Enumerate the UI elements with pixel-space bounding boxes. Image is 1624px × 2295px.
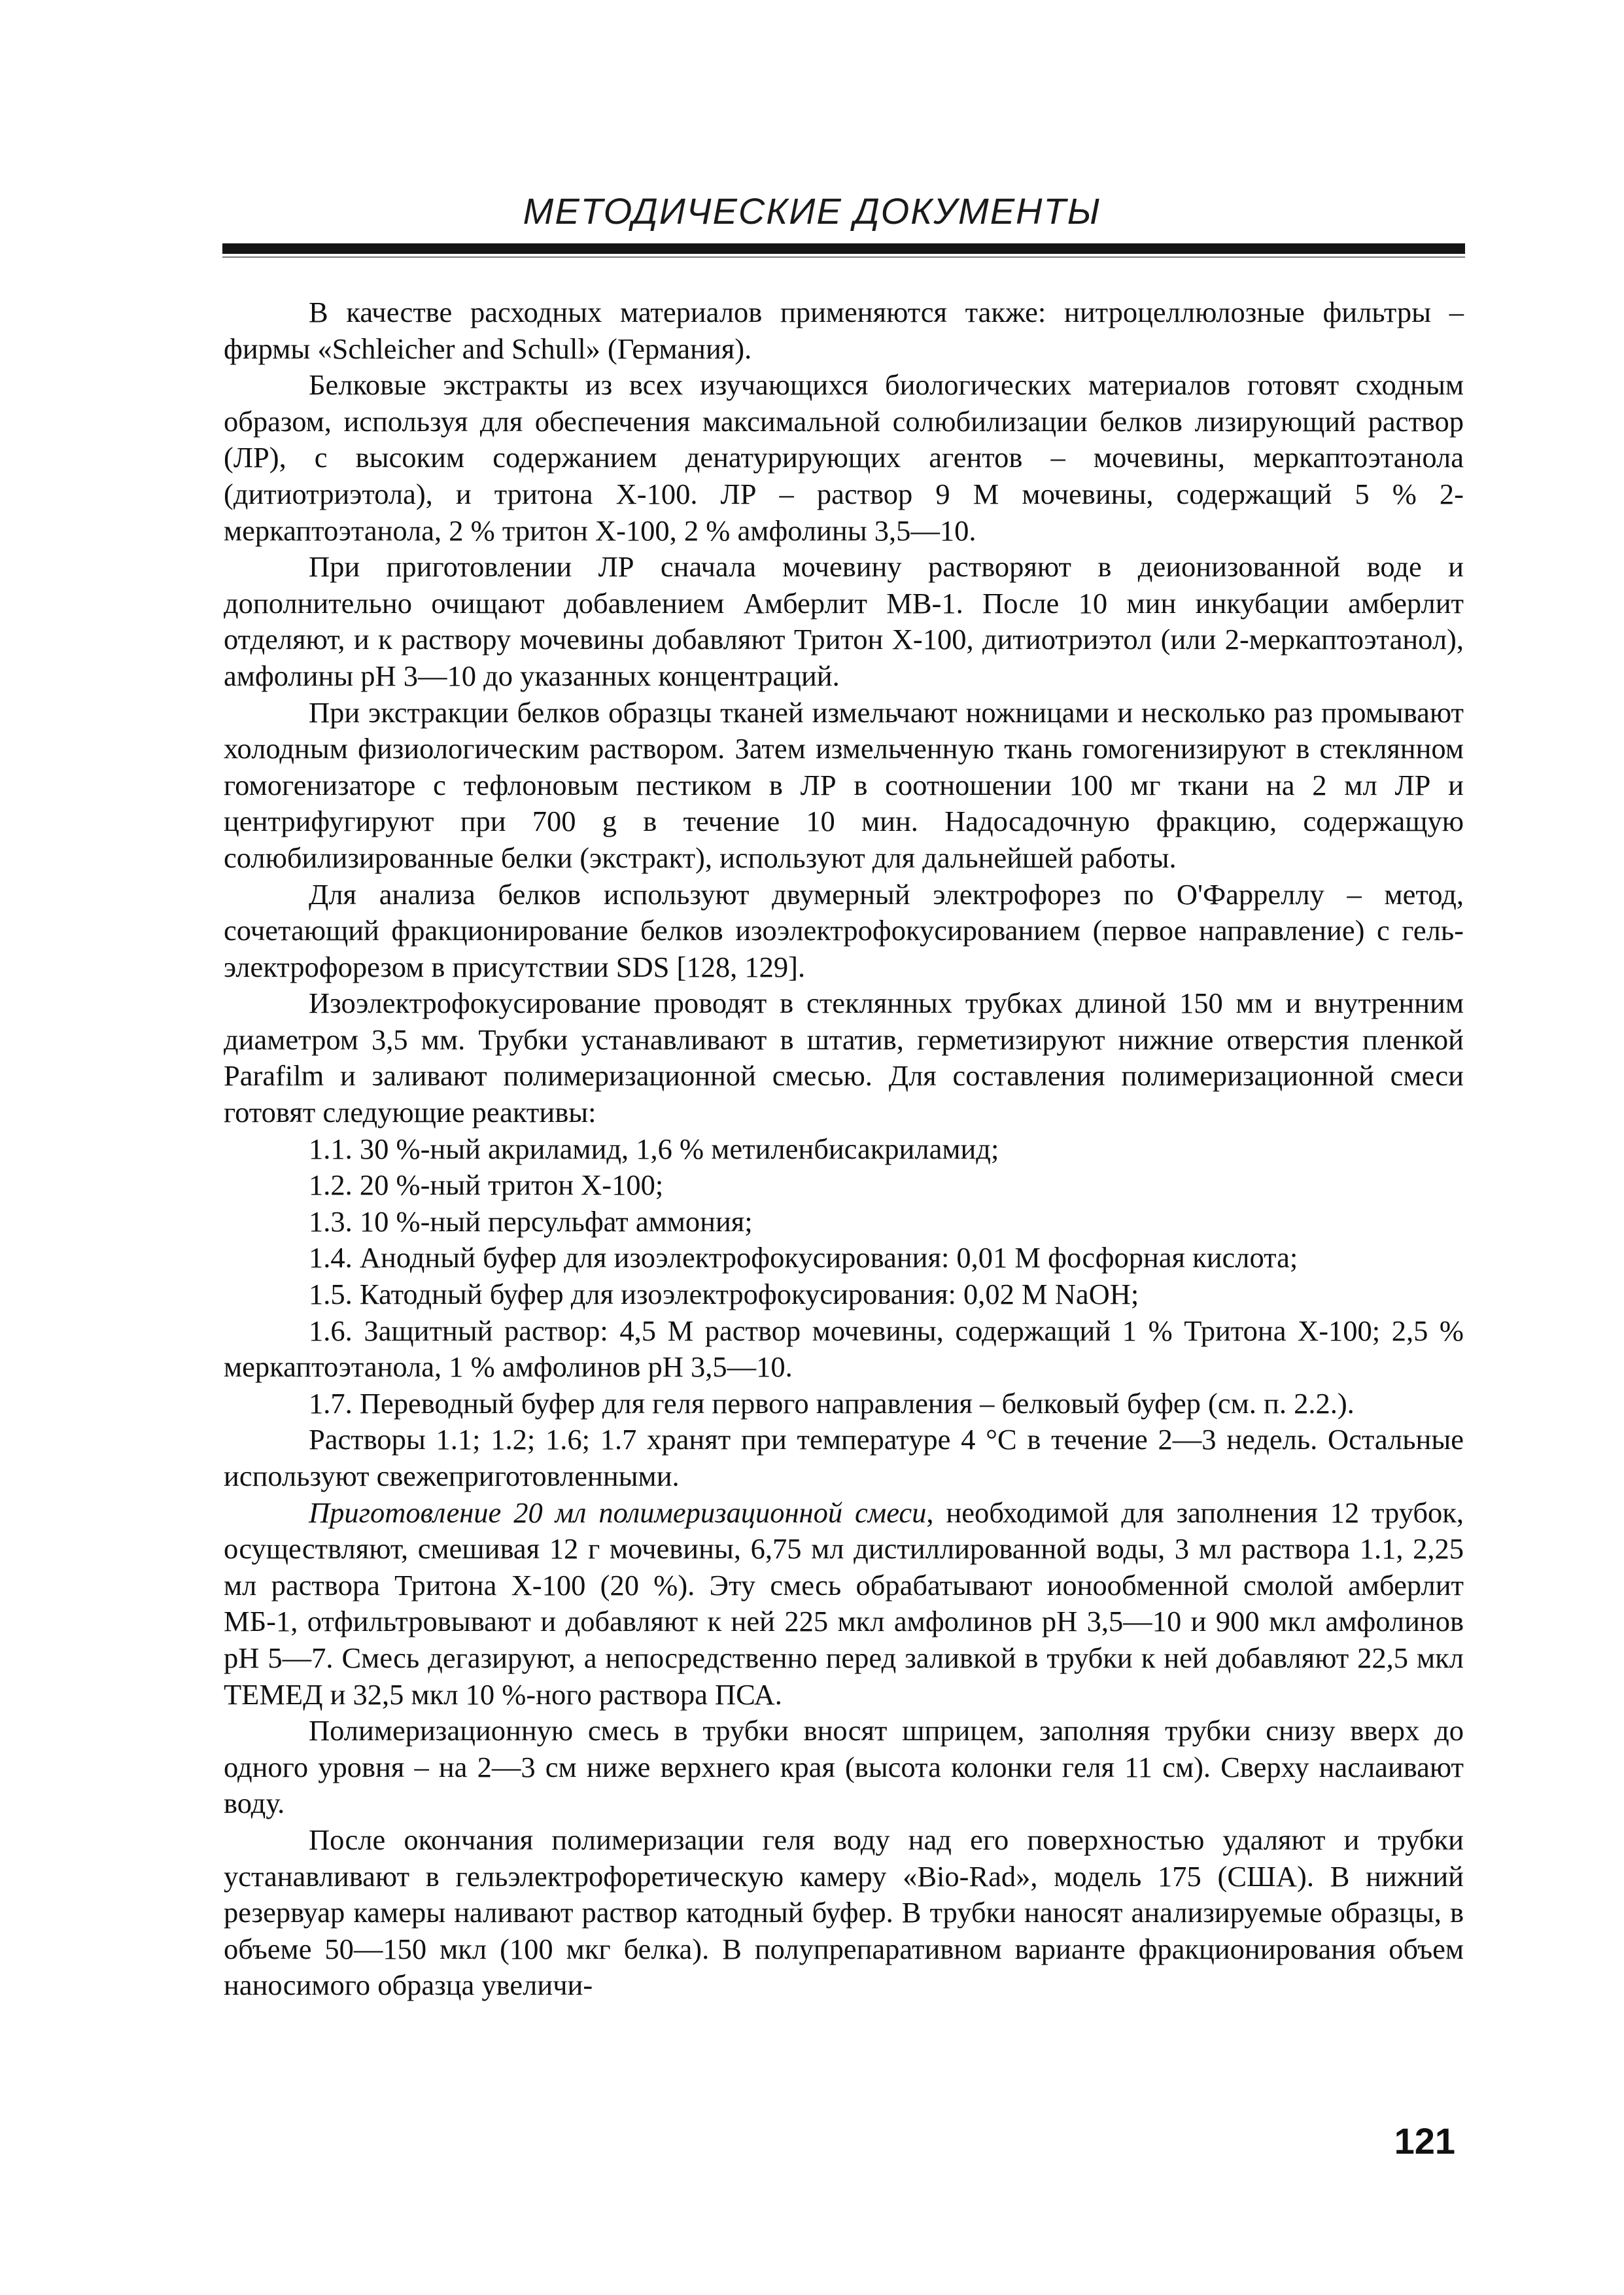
header-rule-thin — [222, 256, 1465, 258]
header-rule — [222, 243, 1465, 254]
paragraph-isoelectrofocusing: Изоэлектрофокусирование проводят в стеклянных трубках длиной 150 мм и внутренним диаметром 3,5 мм. Трубки устанавливают в штатив, герметизируют нижние отверстия пленкой Parafilm и заливают полимеризационной смесью. Для составления полимеризационной смеси готовят следующие реактивы: — [224, 987, 1464, 1129]
paragraph-protein-extracts: Белковые экстракты из всех изучающихся биологических материалов готовят сходным образом, используя для обеспечения максимальной солюбилизации белков лизирующий раствор (ЛР), с высоким содержанием денатурирующих агентов – мочевины, меркаптоэтанола (дитиотриэтола), и тритона Х-100. ЛР – раствор 9 М мочевины, содержащий 5 % 2-меркаптоэтанола, 2 % тритон Х-100, 2 % амфолины 3,5—10. — [224, 368, 1464, 547]
paragraph-materials: В качестве расходных материалов применяются также: нитроцеллюлозные фильтры – фирмы «Schleicher and Schull» (Германия). — [224, 296, 1464, 365]
list-item: 1.4. Анодный буфер для изоэлектрофокусирования: 0,01 М фосфорная кислота; — [309, 1241, 1298, 1274]
paragraph-mixture-preparation — [224, 1495, 1464, 1713]
paragraph-tube-filling: Полимеризационную смесь в трубки вносят шприцем, заполняя трубки снизу вверх до одного уровня – на 2—3 см ниже верхнего края (высота колонки геля 11 см). Сверху наслаивают воду. — [224, 1714, 1464, 1820]
list-item: 1.1. 30 %-ный акриламид, 1,6 % метиленбисакриламид; — [309, 1132, 999, 1165]
list-item: 1.5. Катодный буфер для изоэлектрофокусирования: 0,02 М NaOH; — [309, 1278, 1139, 1311]
list-item: 1.2. 20 %-ный тритон Х-100; — [309, 1168, 664, 1202]
paragraph-after-polymerization: После окончания полимеризации геля воду над его поверхностью удаляют и трубки устанавливают в гельэлектрофоретическую камеру «Bio-Rad», модель 175 (США). В нижний резервуар камеры наливают раствор катодный буфер. В трубки наносят анализируемые образцы, в объеме 50—150 мкл (100 мкг белка). В полупрепаративном варианте фракционирования объем наносимого образца увеличи- — [224, 1823, 1464, 2002]
paragraph-mixture-text: , необходимой для заполнения 12 трубок, осуществляют, смешивая 12 г мочевины, 6,75 мл дистиллированной воды, 3 мл раствора 1.1, 2,25 мл раствора Тритона Х-100 (20 %). Эту смесь обрабатывают ионообменной смолой амберлит МБ-1, отфильтровывают и добавляют к ней 225 мкл амфолинов рН 3,5—10 и 900 мкл амфолинов рН 5—7. Смесь дегазируют, а непосредственно перед заливкой в трубки к ней добавляют 22,5 мкл ТЕМЕД и 32,5 мкл 10 %-ного раствора ПСА. — [224, 1496, 1464, 1711]
list-item: 1.7. Переводный буфер для геля первого направления – белковый буфер (см. п. 2.2.). — [309, 1386, 1355, 1420]
paragraph-lr-preparation: При приготовлении ЛР сначала мочевину растворяют в деионизованной воде и дополнительно очищают добавлением Амберлит МВ-1. После 10 мин инкубации амберлит отделяют, и к раствору мочевины добавляют Тритон Х-100, дитиотриэтол (или 2-меркаптоэтанол), амфолины рН 3—10 до указанных концентраций. — [224, 550, 1464, 692]
paragraph-lead-italic: Приготовление 20 мл полимеризационной смеси — [309, 1496, 927, 1529]
paragraph-electrophoresis: Для анализа белков используют двумерный электрофорез по О'Фарреллу – метод, сочетающий фракционирование белков изоэлектрофокусированием (первое направление) с гель-электрофорезом в присутствии SDS [128, 129]. — [224, 877, 1464, 983]
page-number: 121 — [1394, 2120, 1455, 2162]
paragraph-extraction: При экстракции белков образцы тканей измельчают ножницами и несколько раз промывают холодным физиологическим раствором. Затем измельченную ткань гомогенизируют в стеклянном гомогенизаторе с тефлоновым пестиком в ЛР в соотношении 100 мг ткани на 2 мл ЛР и центрифугируют при 700 g в течение 10 мин. Надосадочную фракцию, содержащую солюбилизированные белки (экстракт), используют для дальнейшей работы. — [224, 695, 1464, 874]
running-header-title: МЕТОДИЧЕСКИЕ ДОКУМЕНТЫ — [523, 190, 1101, 232]
list-item: 1.6. Защитный раствор: 4,5 М раствор мочевины, содержащий 1 % Тритона Х-100; 2,5 % меркаптоэтанола, 1 % амфолинов рН 3,5—10. — [224, 1314, 1464, 1384]
paragraph-storage: Растворы 1.1; 1.2; 1.6; 1.7 хранят при температуре 4 °С в течение 2—3 недель. Остальные используют свежеприготовленными. — [224, 1423, 1464, 1492]
body-text — [224, 294, 1464, 2004]
list-item: 1.3. 10 %-ный персульфат аммония; — [309, 1204, 753, 1238]
